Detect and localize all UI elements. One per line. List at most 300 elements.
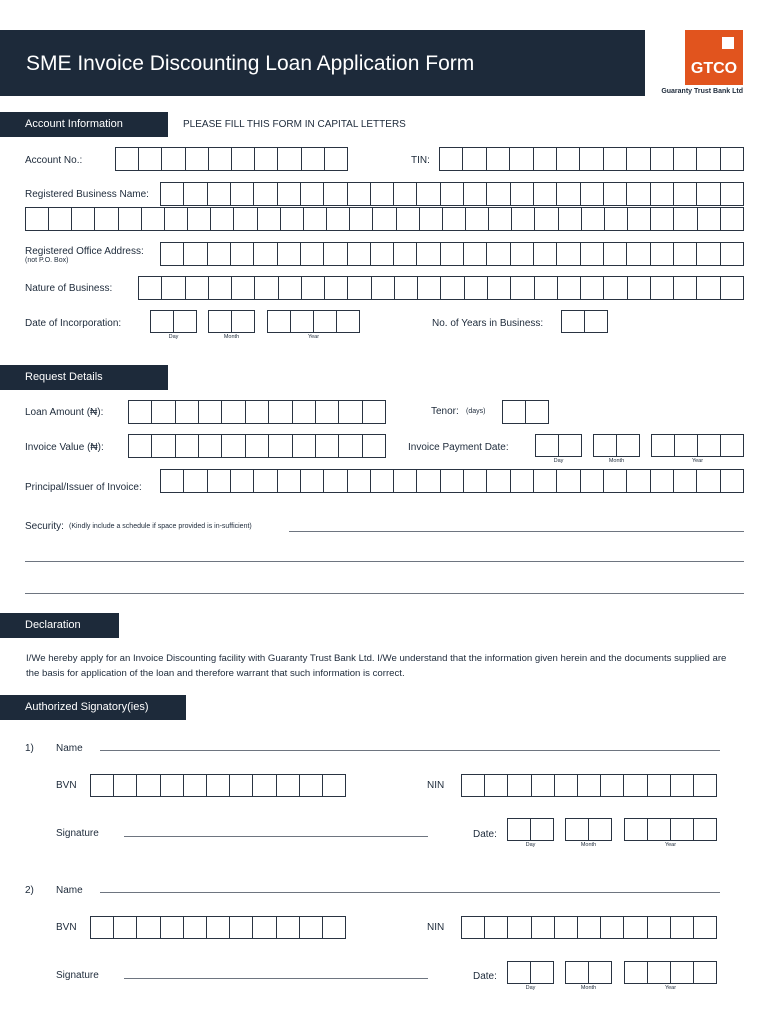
char-cell[interactable] [176,401,199,423]
char-cell[interactable] [721,243,743,265]
char-cell[interactable] [674,183,697,205]
char-cell[interactable] [174,311,196,332]
char-cell[interactable] [397,208,420,230]
section-authorized-signatories: Authorized Signatory(ies) [0,695,186,720]
char-cell[interactable] [161,775,184,796]
char-cell[interactable] [268,311,291,332]
char-cell[interactable] [231,243,254,265]
char-cell[interactable] [350,208,373,230]
char-cell[interactable] [161,917,184,938]
char-cell[interactable] [604,148,627,170]
char-cell[interactable] [651,243,674,265]
char-cell[interactable] [137,775,160,796]
char-cell[interactable] [176,435,199,457]
char-cell[interactable] [625,962,648,983]
office-address-note: (not P.O. Box) [25,257,69,264]
char-cell[interactable] [302,277,325,299]
char-cell[interactable] [534,183,557,205]
char-cell[interactable] [566,819,589,840]
char-cell[interactable] [208,183,231,205]
char-cell[interactable] [487,183,510,205]
char-cell[interactable] [314,311,337,332]
char-cell[interactable] [186,148,209,170]
char-cell[interactable] [300,917,323,938]
char-cell[interactable] [510,148,533,170]
char-cell[interactable] [535,277,558,299]
char-cell[interactable] [694,775,716,796]
invoice-payment-date-label: Invoice Payment Date: [408,442,509,453]
char-cell[interactable] [394,183,417,205]
char-cell[interactable] [698,435,721,456]
char-cell[interactable] [278,470,301,492]
char-cell[interactable] [627,243,650,265]
char-cell[interactable] [348,470,371,492]
signatory-2-nin-input[interactable] [461,916,717,939]
char-cell[interactable] [566,962,589,983]
char-cell[interactable] [697,243,720,265]
char-cell[interactable] [161,470,184,492]
char-cell[interactable] [339,401,362,423]
tin-input[interactable] [439,147,744,171]
char-cell[interactable] [441,183,464,205]
char-cell[interactable] [371,470,394,492]
char-cell[interactable] [648,775,671,796]
month-caption: Month [580,842,597,848]
security-label: Security: [25,521,64,532]
char-cell[interactable] [671,775,694,796]
char-cell[interactable] [302,148,325,170]
char-cell[interactable] [628,208,651,230]
char-cell[interactable] [394,243,417,265]
char-cell[interactable] [254,183,277,205]
char-cell[interactable] [184,775,207,796]
char-cell[interactable] [137,917,160,938]
char-cell[interactable] [253,775,276,796]
char-cell[interactable] [627,183,650,205]
char-cell[interactable] [627,148,650,170]
char-cell[interactable] [465,277,488,299]
char-cell[interactable] [697,277,720,299]
signatory-1-nin-input[interactable] [461,774,717,797]
char-cell[interactable] [624,775,647,796]
char-cell[interactable] [534,243,557,265]
char-cell[interactable] [232,277,255,299]
char-cell[interactable] [559,208,582,230]
char-cell[interactable] [371,183,394,205]
char-cell[interactable] [526,401,548,423]
char-cell[interactable] [232,148,255,170]
char-cell[interactable] [234,208,257,230]
char-cell[interactable] [674,470,697,492]
char-cell[interactable] [209,277,232,299]
char-cell[interactable] [277,775,300,796]
security-line-3[interactable] [25,593,744,594]
char-cell[interactable] [557,183,580,205]
char-cell[interactable] [651,148,674,170]
char-cell[interactable] [269,401,292,423]
char-cell[interactable] [95,208,118,230]
char-cell[interactable] [555,917,578,938]
char-cell[interactable] [674,243,697,265]
char-cell[interactable] [562,311,585,332]
business-name-input-row-1[interactable] [160,182,744,206]
char-cell[interactable] [694,917,716,938]
char-cell[interactable] [487,243,510,265]
signatory-2-bvn-input[interactable] [90,916,346,939]
char-cell[interactable] [464,470,487,492]
signatory-2-day-input[interactable] [507,961,554,984]
char-cell[interactable] [488,277,511,299]
signatory-1-name-label: Name [56,743,83,754]
signatory-1-signature-line[interactable] [124,836,428,837]
char-cell[interactable] [697,183,720,205]
char-cell[interactable] [232,311,254,332]
char-cell[interactable] [253,917,276,938]
char-cell[interactable] [129,435,152,457]
char-cell[interactable] [316,435,339,457]
char-cell[interactable] [139,148,162,170]
char-cell[interactable] [594,435,617,456]
char-cell[interactable] [441,470,464,492]
char-cell[interactable] [348,183,371,205]
char-cell[interactable] [301,243,324,265]
incorporation-month-input[interactable] [208,310,255,333]
char-cell[interactable] [511,183,534,205]
char-cell[interactable] [604,243,627,265]
char-cell[interactable] [624,917,647,938]
char-cell[interactable] [651,183,674,205]
char-cell[interactable] [508,819,531,840]
principal-issuer-input[interactable] [160,469,744,493]
char-cell[interactable] [304,208,327,230]
char-cell[interactable] [508,775,531,796]
char-cell[interactable] [601,917,624,938]
char-cell[interactable] [363,435,385,457]
tenor-input[interactable] [502,400,549,424]
char-cell[interactable] [721,470,743,492]
char-cell[interactable] [269,435,292,457]
char-cell[interactable] [417,183,440,205]
char-cell[interactable] [199,401,222,423]
char-cell[interactable] [721,208,743,230]
char-cell[interactable] [119,208,142,230]
char-cell[interactable] [255,277,278,299]
char-cell[interactable] [337,311,359,332]
char-cell[interactable] [578,917,601,938]
signatory-2-number: 2) [25,885,34,896]
char-cell[interactable] [652,435,675,456]
signatory-1-day-input[interactable] [507,818,554,841]
invoice-year-input[interactable] [651,434,744,457]
char-cell[interactable] [281,208,304,230]
char-cell[interactable] [721,148,743,170]
char-cell[interactable] [534,470,557,492]
char-cell[interactable] [116,148,139,170]
char-cell[interactable] [535,208,558,230]
invoice-day-input[interactable] [535,434,582,457]
char-cell[interactable] [293,401,316,423]
char-cell[interactable] [208,470,231,492]
char-cell[interactable] [559,435,581,456]
char-cell[interactable] [443,208,466,230]
char-cell[interactable] [651,470,674,492]
char-cell[interactable] [278,148,301,170]
nature-of-business-input[interactable] [138,276,744,300]
char-cell[interactable] [291,311,314,332]
char-cell[interactable] [394,470,417,492]
char-cell[interactable] [581,277,604,299]
invoice-value-input[interactable] [128,434,386,458]
char-cell[interactable] [674,148,697,170]
char-cell[interactable] [373,208,396,230]
char-cell[interactable] [511,277,534,299]
char-cell[interactable] [503,401,526,423]
char-cell[interactable] [161,183,184,205]
security-line-1[interactable] [289,531,744,532]
char-cell[interactable] [466,208,489,230]
char-cell[interactable] [254,243,277,265]
char-cell[interactable] [184,470,207,492]
char-cell[interactable] [462,917,485,938]
char-cell[interactable] [581,183,604,205]
char-cell[interactable] [208,243,231,265]
char-cell[interactable] [648,962,671,983]
char-cell[interactable] [258,208,281,230]
logo-text: GTCO [690,60,738,77]
char-cell[interactable] [230,775,253,796]
char-cell[interactable] [323,775,345,796]
char-cell[interactable] [532,775,555,796]
char-cell[interactable] [464,183,487,205]
char-cell[interactable] [625,819,648,840]
char-cell[interactable] [511,470,534,492]
char-cell[interactable] [246,435,269,457]
char-cell[interactable] [536,435,559,456]
char-cell[interactable] [671,819,694,840]
char-cell[interactable] [114,917,137,938]
char-cell[interactable] [557,470,580,492]
signatory-1-month-input[interactable] [565,818,612,841]
char-cell[interactable] [231,470,254,492]
char-cell[interactable] [324,183,347,205]
account-no-input[interactable] [115,147,348,171]
char-cell[interactable] [162,148,185,170]
char-cell[interactable] [440,148,463,170]
char-cell[interactable] [589,962,611,983]
char-cell[interactable] [721,435,743,456]
char-cell[interactable] [485,917,508,938]
char-cell[interactable] [207,775,230,796]
office-address-input[interactable] [160,242,744,266]
char-cell[interactable] [184,243,207,265]
invoice-month-input[interactable] [593,434,640,457]
incorporation-day-input[interactable] [150,310,197,333]
char-cell[interactable] [152,401,175,423]
char-cell[interactable] [580,148,603,170]
char-cell[interactable] [534,148,557,170]
char-cell[interactable] [420,208,443,230]
char-cell[interactable] [26,208,49,230]
char-cell[interactable] [91,775,114,796]
char-cell[interactable] [487,148,510,170]
char-cell[interactable] [508,962,531,983]
char-cell[interactable] [581,243,604,265]
loan-amount-input[interactable] [128,400,386,424]
char-cell[interactable] [417,470,440,492]
char-cell[interactable] [648,917,671,938]
char-cell[interactable] [184,183,207,205]
char-cell[interactable] [324,243,347,265]
char-cell[interactable] [301,183,324,205]
char-cell[interactable] [651,208,674,230]
char-cell[interactable] [114,775,137,796]
signatory-1-bvn-input[interactable] [90,774,346,797]
signatory-2-month-input[interactable] [565,961,612,984]
char-cell[interactable] [316,401,339,423]
char-cell[interactable] [578,775,601,796]
char-cell[interactable] [293,435,316,457]
char-cell[interactable] [209,148,232,170]
char-cell[interactable] [441,277,464,299]
char-cell[interactable] [363,401,385,423]
char-cell[interactable] [324,470,347,492]
char-cell[interactable] [348,243,371,265]
char-cell[interactable] [417,243,440,265]
char-cell[interactable] [648,819,671,840]
char-cell[interactable] [531,819,553,840]
char-cell[interactable] [697,470,720,492]
char-cell[interactable] [674,277,697,299]
char-cell[interactable] [671,917,694,938]
char-cell[interactable] [165,208,188,230]
char-cell[interactable] [675,435,698,456]
char-cell[interactable] [721,183,743,205]
char-cell[interactable] [604,277,627,299]
char-cell[interactable] [327,208,350,230]
char-cell[interactable] [339,435,362,457]
char-cell[interactable] [325,277,348,299]
char-cell[interactable] [694,962,716,983]
char-cell[interactable] [151,311,174,332]
char-cell[interactable] [512,208,535,230]
char-cell[interactable] [555,775,578,796]
char-cell[interactable] [628,277,651,299]
char-cell[interactable] [605,208,628,230]
char-cell[interactable] [277,917,300,938]
char-cell[interactable] [255,148,278,170]
years-in-business-input[interactable] [561,310,608,333]
char-cell[interactable] [604,183,627,205]
char-cell[interactable] [139,277,162,299]
char-cell[interactable] [601,775,624,796]
char-cell[interactable] [371,243,394,265]
char-cell[interactable] [211,208,234,230]
char-cell[interactable] [557,243,580,265]
char-cell[interactable] [72,208,95,230]
char-cell[interactable] [489,208,512,230]
char-cell[interactable] [395,277,418,299]
char-cell[interactable] [162,277,185,299]
char-cell[interactable] [697,148,720,170]
char-cell[interactable] [617,435,639,456]
signatory-1-number: 1) [25,743,34,754]
char-cell[interactable] [651,277,674,299]
char-cell[interactable] [532,917,555,938]
char-cell[interactable] [254,470,277,492]
char-cell[interactable] [209,311,232,332]
incorporation-year-input[interactable] [267,310,360,333]
char-cell[interactable] [230,917,253,938]
char-cell[interactable] [161,243,184,265]
char-cell[interactable] [557,148,580,170]
char-cell[interactable] [589,819,611,840]
char-cell[interactable] [348,277,371,299]
char-cell[interactable] [511,243,534,265]
char-cell[interactable] [585,311,607,332]
char-cell[interactable] [582,208,605,230]
business-name-input-row-2[interactable] [25,207,744,231]
char-cell[interactable] [604,470,627,492]
char-cell[interactable] [464,243,487,265]
security-line-2[interactable] [25,561,744,562]
char-cell[interactable] [129,401,152,423]
char-cell[interactable] [531,962,553,983]
char-cell[interactable] [721,277,743,299]
char-cell[interactable] [231,183,254,205]
signatory-1-year-input[interactable] [624,818,717,841]
char-cell[interactable] [627,470,650,492]
char-cell[interactable] [674,208,697,230]
char-cell[interactable] [222,401,245,423]
char-cell[interactable] [372,277,395,299]
char-cell[interactable] [671,962,694,983]
char-cell[interactable] [487,470,510,492]
char-cell[interactable] [184,917,207,938]
char-cell[interactable] [207,917,230,938]
char-cell[interactable] [463,148,486,170]
char-cell[interactable] [188,208,211,230]
char-cell[interactable] [418,277,441,299]
char-cell[interactable] [186,277,209,299]
char-cell[interactable] [142,208,165,230]
signatory-1-name-line[interactable] [100,750,720,751]
char-cell[interactable] [278,243,301,265]
char-cell[interactable] [462,775,485,796]
char-cell[interactable] [152,435,175,457]
char-cell[interactable] [199,435,222,457]
char-cell[interactable] [279,277,302,299]
char-cell[interactable] [49,208,72,230]
char-cell[interactable] [323,917,345,938]
char-cell[interactable] [441,243,464,265]
char-cell[interactable] [558,277,581,299]
signatory-2-year-input[interactable] [624,961,717,984]
char-cell[interactable] [508,917,531,938]
char-cell[interactable] [300,775,323,796]
char-cell[interactable] [278,183,301,205]
char-cell[interactable] [246,401,269,423]
char-cell[interactable] [698,208,721,230]
char-cell[interactable] [222,435,245,457]
char-cell[interactable] [485,775,508,796]
signatory-2-signature-line[interactable] [124,978,428,979]
char-cell[interactable] [325,148,347,170]
char-cell[interactable] [694,819,716,840]
signatory-2-name-line[interactable] [100,892,720,893]
char-cell[interactable] [581,470,604,492]
char-cell[interactable] [301,470,324,492]
char-cell[interactable] [91,917,114,938]
